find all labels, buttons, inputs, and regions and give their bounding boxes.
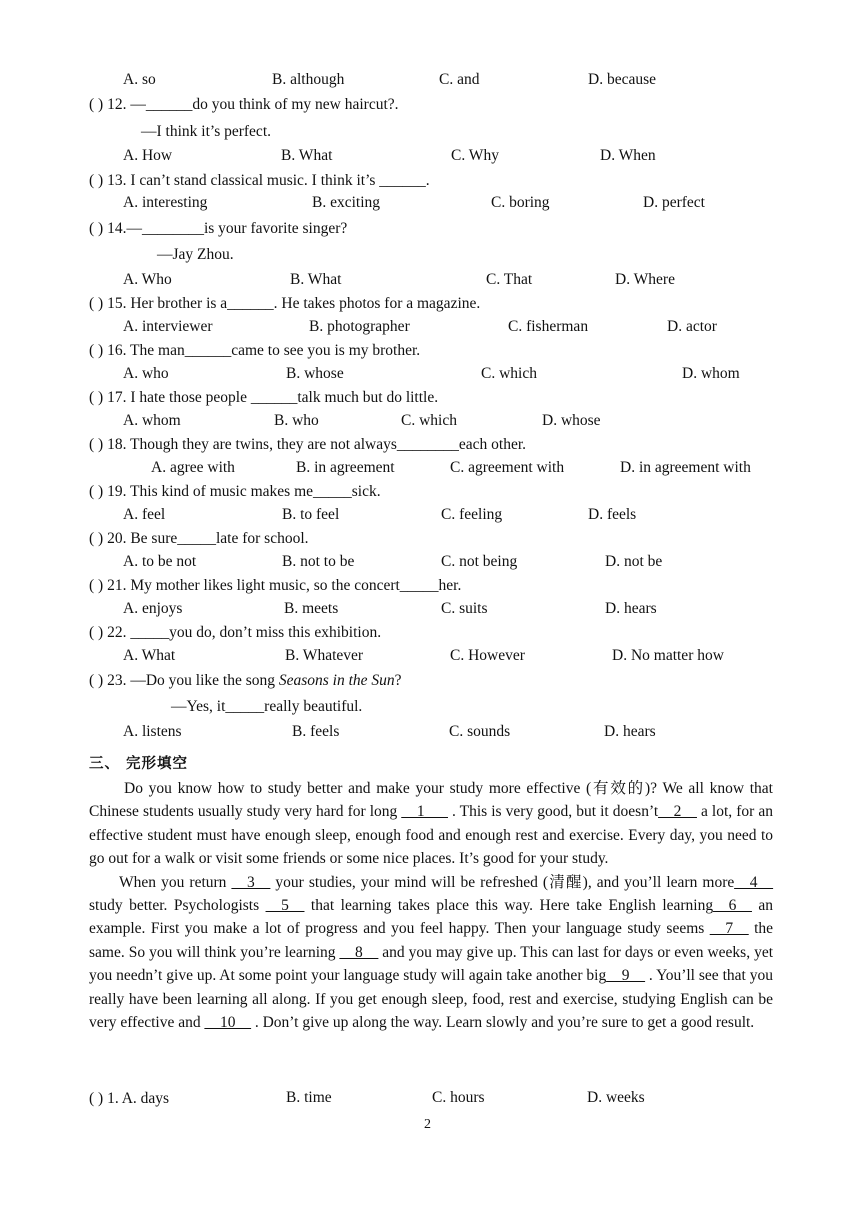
q14-stem: ( ) 14.—________is your favorite singer? [89, 220, 348, 237]
q20-option-b: B. not to be [282, 553, 355, 570]
q15-stem: ( ) 15. Her brother is a______. He takes photos for a magazine. [89, 295, 481, 312]
q23-option-d: D. hears [604, 723, 656, 740]
q20-stem: ( ) 20. Be sure_____late for school. [89, 530, 309, 547]
q14-option-b: B. What [290, 271, 342, 288]
q21-option-a: A. enjoys [123, 600, 183, 617]
q23-option-a: A. listens [123, 723, 182, 740]
passage-text: your studies, your mind will be refreshed (清醒), and you’ll learn more [270, 873, 735, 891]
q23-option-c: C. sounds [449, 723, 511, 740]
passage-paragraph-2 [89, 871, 773, 1035]
blank-6: __6__ [713, 897, 752, 915]
q13-option-d: D. perfect [643, 194, 705, 211]
q18-option-a: A. agree with [151, 459, 235, 476]
passage-text: and you may give up. This can last for days or even weeks, yet you needn’t give up. At some point your language study will again take another big [89, 943, 774, 985]
q15-option-b: B. photographer [309, 318, 410, 335]
blank-2: __2__ [658, 803, 697, 821]
q15-option-d: D. actor [667, 318, 717, 335]
cloze-q1-stem: ( ) 1. A. days [89, 1090, 170, 1107]
q14-reply: —Jay Zhou. [157, 246, 234, 263]
q21-option-b: B. meets [284, 600, 339, 617]
q11-option-b: B. although [272, 71, 345, 88]
q12-option-d: D. When [600, 147, 656, 164]
q12-option-b: B. What [281, 147, 333, 164]
q13-option-a: A. interesting [123, 194, 208, 211]
q19-option-a: A. feel [123, 506, 166, 523]
q22-option-d: D. No matter how [612, 647, 724, 664]
q13-option-b: B. exciting [312, 194, 381, 211]
q13-option-c: C. boring [491, 194, 550, 211]
q23-song-title: Seasons in the Sun [278, 672, 395, 689]
cloze-q1-option-c: C. hours [432, 1089, 485, 1106]
passage-text: When you return [119, 873, 232, 891]
q22-option-c: C. However [450, 647, 525, 664]
passage-text: an example. First you make a lot of progress and you feel happy. Then your language study seems [89, 897, 773, 938]
blank-1: __1___ [401, 803, 448, 821]
q11-option-d: D. because [588, 71, 656, 88]
passage-text: study better. Psychologists [89, 897, 266, 915]
q11-option-a: A. so [123, 71, 156, 88]
q14-option-d: D. Where [615, 271, 675, 288]
q17-option-b: B. who [274, 412, 319, 429]
q23-stem-prefix: ( ) 23. —Do you like the song [89, 672, 279, 689]
blank-5: __5__ [265, 897, 305, 915]
q16-option-c: C. which [481, 365, 537, 382]
q11-option-c: C. and [439, 71, 480, 88]
q18-stem: ( ) 18. Though they are twins, they are not always________each other. [89, 436, 527, 453]
q23-stem-suffix: ? [394, 672, 402, 689]
passage-text: . This is very good, but it doesn’t [447, 803, 659, 821]
passage-paragraph-1 [89, 777, 773, 871]
q22-stem: ( ) 22. _____you do, don’t miss this exhibition. [89, 624, 382, 641]
blank-3: __3__ [231, 873, 271, 891]
q15-option-c: C. fisherman [508, 318, 589, 335]
passage-text: a lot, for an effective student must have enough sleep, enough food and enough rest and exercise. Every day, you need to go out for a walk or visit some friends or some nice places. It’s good for your study. [89, 803, 773, 868]
q12-stem: ( ) 12. —______do you think of my new haircut?. [89, 96, 399, 113]
passage-text: . You’ll see that you really have been learning all along. If you get enough sleep, food, rest and exercise, studying English can be very effective and [89, 967, 774, 1032]
q20-option-d: D. not be [605, 553, 663, 570]
q16-option-a: A. who [123, 365, 169, 382]
cloze-q1-option-d: D. weeks [587, 1089, 645, 1106]
blank-9: __9__ [606, 967, 645, 985]
q13-stem: ( ) 13. I can’t stand classical music. I think it’s ______. [89, 172, 430, 189]
q15-option-a: A. interviewer [123, 318, 213, 335]
blank-8: __8__ [339, 943, 379, 961]
passage-text: Do you know how to study better and make your study more effective (有效的)? We all know that Chinese students usually study very hard for long [89, 780, 773, 821]
q22-option-b: B. Whatever [285, 647, 364, 664]
q14-option-c: C. That [486, 271, 533, 288]
q12-reply: —I think it’s perfect. [141, 123, 271, 140]
q17-option-d: D. whose [542, 412, 601, 429]
q17-option-c: C. which [401, 412, 457, 429]
q16-option-d: D. whom [682, 365, 740, 382]
q12-option-c: C. Why [451, 147, 499, 164]
q22-option-a: A. What [123, 647, 176, 664]
passage-text: that learning takes place this way. Here take English learning [304, 897, 714, 915]
q17-stem: ( ) 17. I hate those people ______talk much but do little. [89, 389, 439, 406]
q18-option-b: B. in agreement [296, 459, 395, 476]
q23-reply: —Yes, it_____really beautiful. [171, 698, 363, 715]
blank-10: __10__ [204, 1014, 251, 1032]
page-number: 2 [424, 1117, 431, 1132]
q17-option-a: A. whom [123, 412, 181, 429]
cloze-q1-option-b: B. time [286, 1089, 332, 1106]
q14-option-a: A. Who [123, 271, 172, 288]
q19-option-b: B. to feel [282, 506, 340, 523]
q12-option-a: A. How [123, 147, 173, 164]
q23-stem [89, 671, 402, 691]
q16-stem: ( ) 16. The man______came to see you is my brother. [89, 342, 421, 359]
q21-stem: ( ) 21. My mother likes light music, so the concert_____her. [89, 577, 462, 594]
q19-option-c: C. feeling [441, 506, 503, 523]
cloze-passage [89, 777, 773, 1034]
q18-option-d: D. in agreement with [620, 459, 751, 476]
blank-7: __7__ [709, 920, 749, 938]
passage-text: the same. So you will think you’re learning [89, 920, 773, 961]
q19-option-d: D. feels [588, 506, 637, 523]
q20-option-c: C. not being [441, 553, 518, 570]
q21-option-d: D. hears [605, 600, 657, 617]
q20-option-a: A. to be not [123, 553, 197, 570]
q23-option-b: B. feels [292, 723, 340, 740]
q19-stem: ( ) 19. This kind of music makes me_____sick. [89, 483, 381, 500]
section-heading-cloze: 三、 完形填空 [89, 756, 189, 772]
q21-option-c: C. suits [441, 600, 488, 617]
q16-option-b: B. whose [286, 365, 344, 382]
blank-4: __4__ [734, 873, 773, 891]
passage-text: . Don’t give up along the way. Learn slowly and you’re sure to get a good result. [250, 1014, 755, 1032]
q18-option-c: C. agreement with [450, 459, 565, 476]
